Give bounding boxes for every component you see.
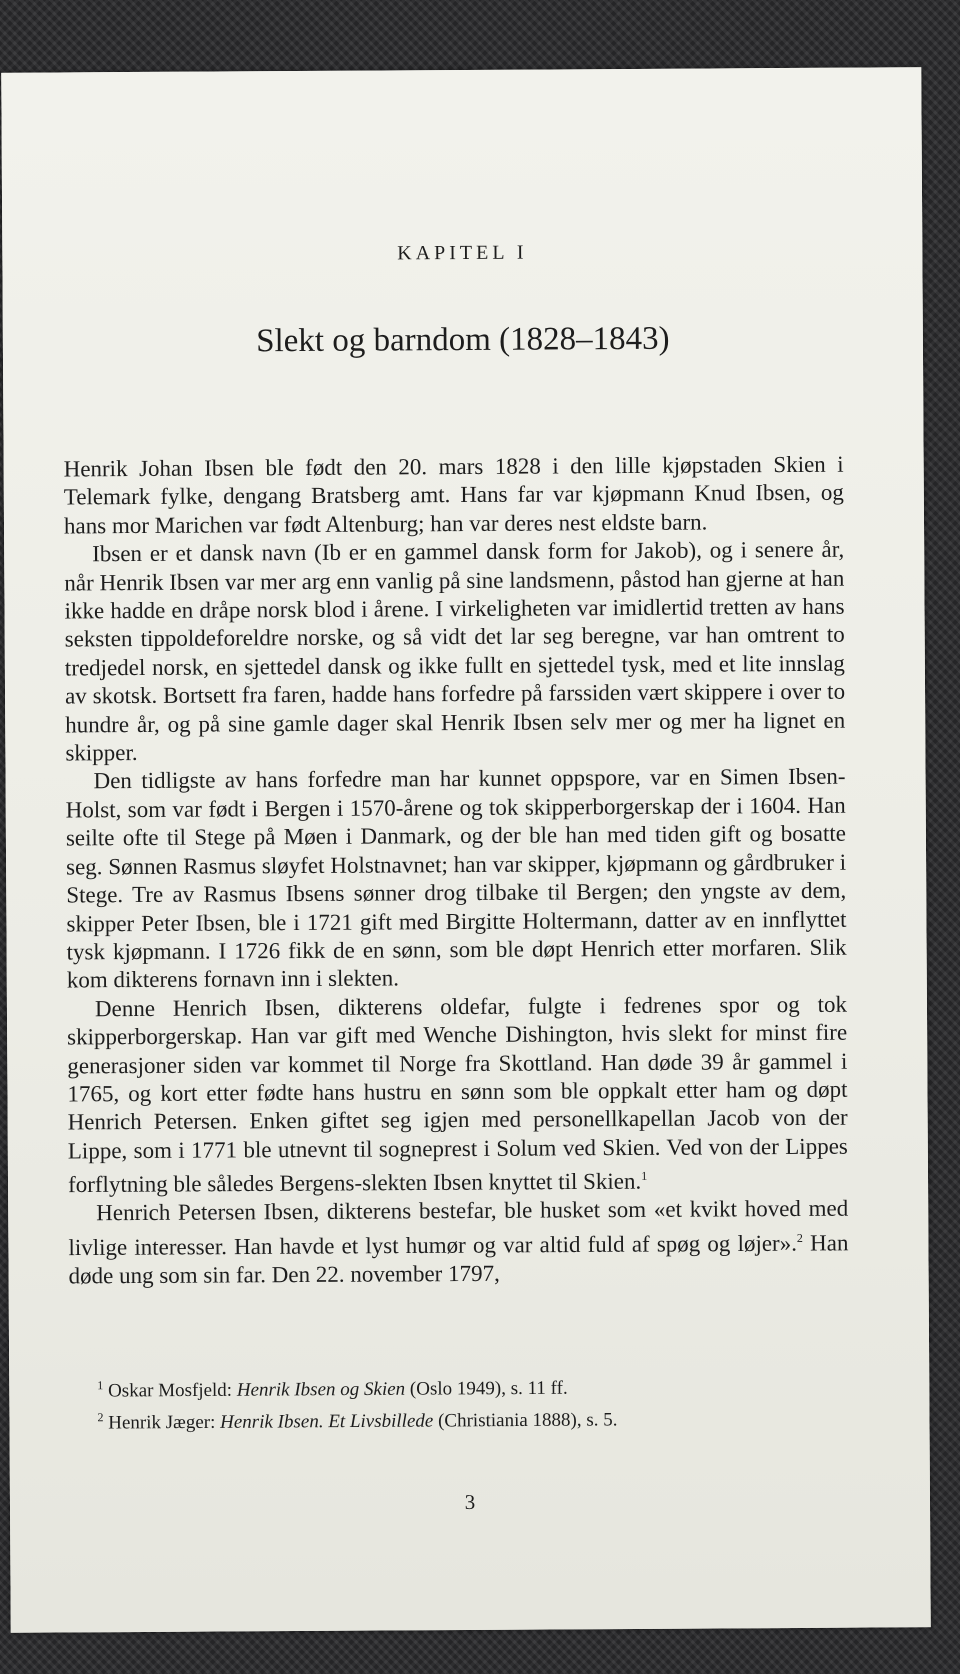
paragraph-5 <box>68 1195 849 1291</box>
footnote-1-title: Henrik Ibsen og Skien <box>236 1378 406 1401</box>
paragraph-5-continuation: Han døde ung som sin far. Den 22. november 1797, <box>68 1229 849 1289</box>
footnote-1-author: Oskar Mosfjeld: <box>107 1379 233 1402</box>
footnote-2-rest: (Christiania 1888), s. 5. <box>437 1409 618 1432</box>
paragraph-4 <box>67 990 848 1199</box>
chapter-label: KAPITEL I <box>397 241 528 265</box>
paragraph-3: Den tidligste av hans forfedre man har kunnet oppspore, var en Simen Ibsen-Holst, som var født i Bergen i 1570-årene og tok skipperborgerskap der i 1604. Han seilte ofte til Stege på Møen i Danmark, og der ble han med tiden gift og bosatte seg. Sønnen Rasmus sløyfet Holstnavnet; han var skipper, kjøpmann og gårdbruker i Stege. Tre av Rasmus Ibsens sønner drog tilbake til Bergen; den yngste av dem, skipper Peter Ibsen, ble i 1721 gift med Birgitte Holtermann, datter av en innflyttet tysk kjøpmann. I 1726 fikk de en sønn, som ble døpt Henrich etter morfaren. Slik kom dikterens fornavn inn i slekten. <box>65 764 847 993</box>
chapter-title: Slekt og barndom (1828–1843) <box>256 320 670 360</box>
page-number: 3 <box>464 1489 476 1515</box>
footnote-1 <box>97 1368 857 1405</box>
footnote-ref-2: 2 <box>796 1230 803 1245</box>
footnote-1-marker: 1 <box>97 1378 104 1393</box>
footnote-1-rest: (Oslo 1949), s. 11 ff. <box>409 1377 568 1400</box>
paragraph-5-text: Henrich Petersen Ibsen, dikterens bestefar, ble husket som «et kvikt hoved med livlige interesser. Han havde et lyst humør og var altid fuld af spøg og løjer». <box>68 1195 849 1260</box>
body-text <box>64 451 849 1291</box>
paragraph-2: Ibsen er et dansk navn (Ib er en gammel dansk form for Jakob), og i senere år, når Henrik Ibsen var mer arg enn vanlig på sine landsmenn, påstod han gjerne at han ikke hadde en dråpe norsk blod i årene. I virkeligheten var imidlertid tretten av hans seksten tippoldeforeldre norske, og så vidt det lar seg beregne, var han omtrent to tredjedel norsk, en sjettedel dansk og ikke fullt en sjettedel tysk, med et lite innslag av skotsk. Bortsett fra faren, hadde hans forfedre på farssiden vært skippere i over to hundre år, og på sine gamle dager skal Henrik Ibsen selv mer og mer ha lignet en skipper. <box>64 536 846 766</box>
book-page <box>1 67 931 1633</box>
footnote-2-title: Henrik Ibsen. Et Livsbillede <box>220 1410 434 1434</box>
footnote-ref-1: 1 <box>641 1169 648 1184</box>
footnote-2-author: Henrik Jæger: <box>108 1412 216 1434</box>
paragraph-1: Henrik Johan Ibsen ble født den 20. mars 1828 i den lille kjøpstaden Skien i Telemark fylke, dengang Bratsberg amt. Hans far var kjøpmann Knud Ibsen, og hans mor Marichen var født Altenburg; han var deres nest eldste barn. <box>63 451 844 539</box>
footnotes <box>97 1368 857 1437</box>
paragraph-4-text: Denne Henrich Ibsen, dikterens oldefar, fulgte i fedrenes spor og tok skipperborgerskap. Han var gift med Wenche Dishington, hvis slekt for minst fire generasjoner siden var kommet til Norge fra Skottland. Han døde 39 år gammel i 1765, og kort etter fødte hans hustru en sønn som ble oppkalt etter ham og døpt Henrich Petersen. Enken giftet seg igjen med personellkapellan Jacob von der Lippe, som i 1771 ble utnevnt til sogneprest i Solum ved Skien. Ved von der Lippes forflytning ble således Bergens-slekten Ibsen knyttet til Skien. <box>67 991 848 1198</box>
footnote-2-marker: 2 <box>97 1410 104 1425</box>
footnote-2 <box>97 1400 857 1437</box>
